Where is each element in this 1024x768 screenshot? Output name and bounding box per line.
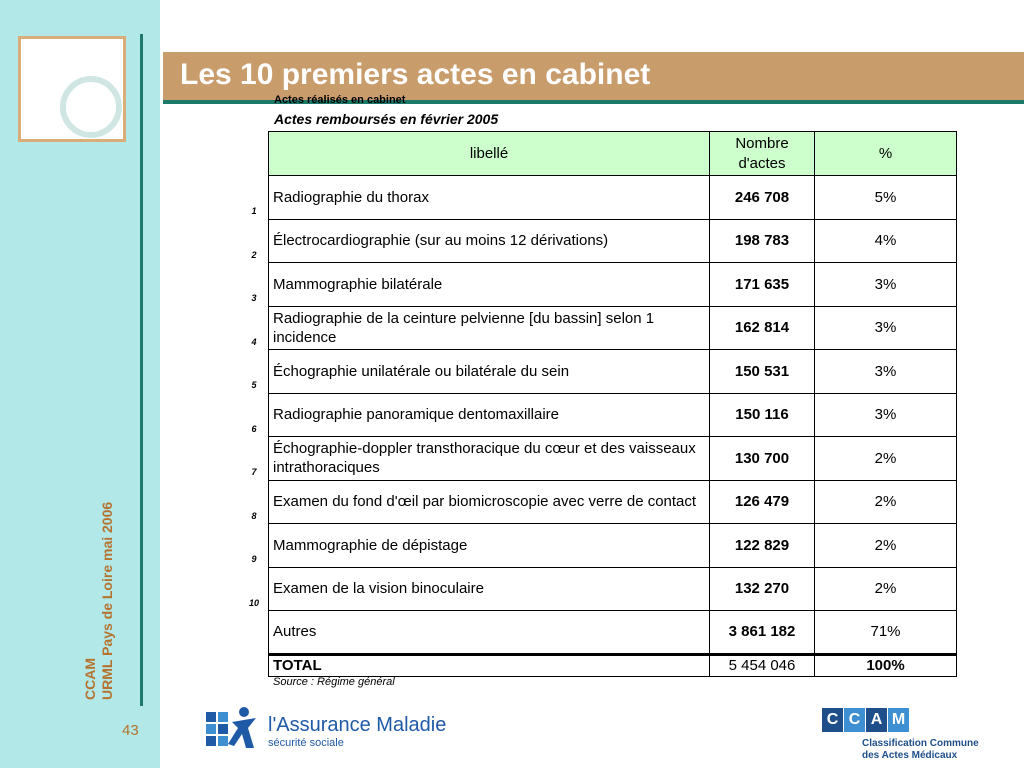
header-nombre: Nombre d'actes [710,132,815,176]
table-header-row [269,132,957,176]
row-pct: 2% [815,437,957,481]
row-libelle: Radiographie du thorax [269,176,710,220]
side-caption [82,440,116,700]
ccam-letter: A [866,708,887,732]
ccam-letter: C [844,708,865,732]
row-pct: 3% [815,350,957,394]
row-pct: 5% [815,176,957,220]
table-row [269,306,957,350]
row-nombre: 3 861 182 [710,611,815,655]
row-libelle: Mammographie de dépistage [269,524,710,568]
row-nombre: 126 479 [710,480,815,524]
row-libelle: Examen de la vision binoculaire [269,567,710,611]
rank-number: 4 [251,336,257,347]
row-libelle: Examen du fond d'œil par biomicroscopie avec verre de contact [269,480,710,524]
row-libelle: Mammographie bilatérale [269,263,710,307]
subtitle-small: Actes réalisés en cabinet [274,94,406,106]
total-pct: 100% [815,654,957,676]
row-nombre: 150 116 [710,393,815,437]
assurance-maladie-name: l'Assurance Maladie [268,714,447,736]
row-nombre: 122 829 [710,524,815,568]
ccam-caption-line1: Classification Commune [862,738,979,749]
assurance-maladie-logo [204,704,447,756]
row-libelle: Échographie-doppler transthoracique du cœur et des vaisseaux intrathoraciques [269,437,710,481]
ccam-caption-line2: des Actes Médicaux [862,750,958,761]
ccam-letter: M [888,708,909,732]
acts-table [268,131,957,677]
subtitle: Actes remboursés en février 2005 [274,111,499,127]
decorative-circle [60,76,122,138]
assurance-maladie-sub: sécurité sociale [268,737,344,749]
row-nombre: 130 700 [710,437,815,481]
row-libelle: Radiographie de la ceinture pelvienne [du bassin] selon 1 incidence [269,306,710,350]
rank-number: 8 [251,510,257,521]
table-row [269,524,957,568]
vertical-accent-line [140,34,143,706]
total-nombre: 5 454 046 [710,654,815,676]
header-pct: % [815,132,957,176]
side-caption-line2: URML Pays de Loire mai 2006 [99,501,115,700]
row-nombre: 198 783 [710,219,815,263]
table-row [269,393,957,437]
slide-title: Les 10 premiers actes en cabinet [180,58,651,91]
rank-number: 2 [251,249,257,260]
row-nombre: 171 635 [710,263,815,307]
sidebar [0,0,160,768]
row-libelle: Autres [269,611,710,655]
table-body [269,176,957,655]
side-caption-line1: CCAM [82,658,98,700]
table-row [269,350,957,394]
rank-number: 6 [251,423,257,434]
row-pct: 3% [815,263,957,307]
rank-number: 5 [251,380,257,390]
row-pct: 3% [815,306,957,350]
rank-number: 10 [248,597,259,608]
rank-number: 9 [251,554,257,564]
row-pct: 4% [815,219,957,263]
row-libelle: Échographie unilatérale ou bilatérale du sein [269,350,710,394]
table-row [269,176,957,220]
total-label: TOTAL [269,654,710,676]
row-pct: 71% [815,611,957,655]
table-row [269,263,957,307]
rank-number: 1 [251,206,257,216]
row-pct: 2% [815,524,957,568]
table-row [269,611,957,655]
ccam-letters [822,708,910,732]
row-pct: 2% [815,480,957,524]
header-libelle: libellé [269,132,710,176]
table-row [269,480,957,524]
assurance-maladie-figure-icon [204,704,264,754]
table-row [269,567,957,611]
row-pct: 2% [815,567,957,611]
row-libelle: Électrocardiographie (sur au moins 12 dérivations) [269,219,710,263]
row-libelle: Radiographie panoramique dentomaxillaire [269,393,710,437]
ccam-letter: C [822,708,843,732]
row-nombre: 132 270 [710,567,815,611]
source-note: Source : Régime général [273,676,395,688]
rank-number: 7 [251,467,257,477]
row-pct: 3% [815,393,957,437]
total-row [269,654,957,676]
row-nombre: 150 531 [710,350,815,394]
row-nombre: 162 814 [710,306,815,350]
table-row [269,437,957,481]
page-number: 43 [122,722,139,739]
row-nombre: 246 708 [710,176,815,220]
table-row [269,219,957,263]
ccam-logo [822,708,992,762]
rank-number: 3 [251,293,257,303]
